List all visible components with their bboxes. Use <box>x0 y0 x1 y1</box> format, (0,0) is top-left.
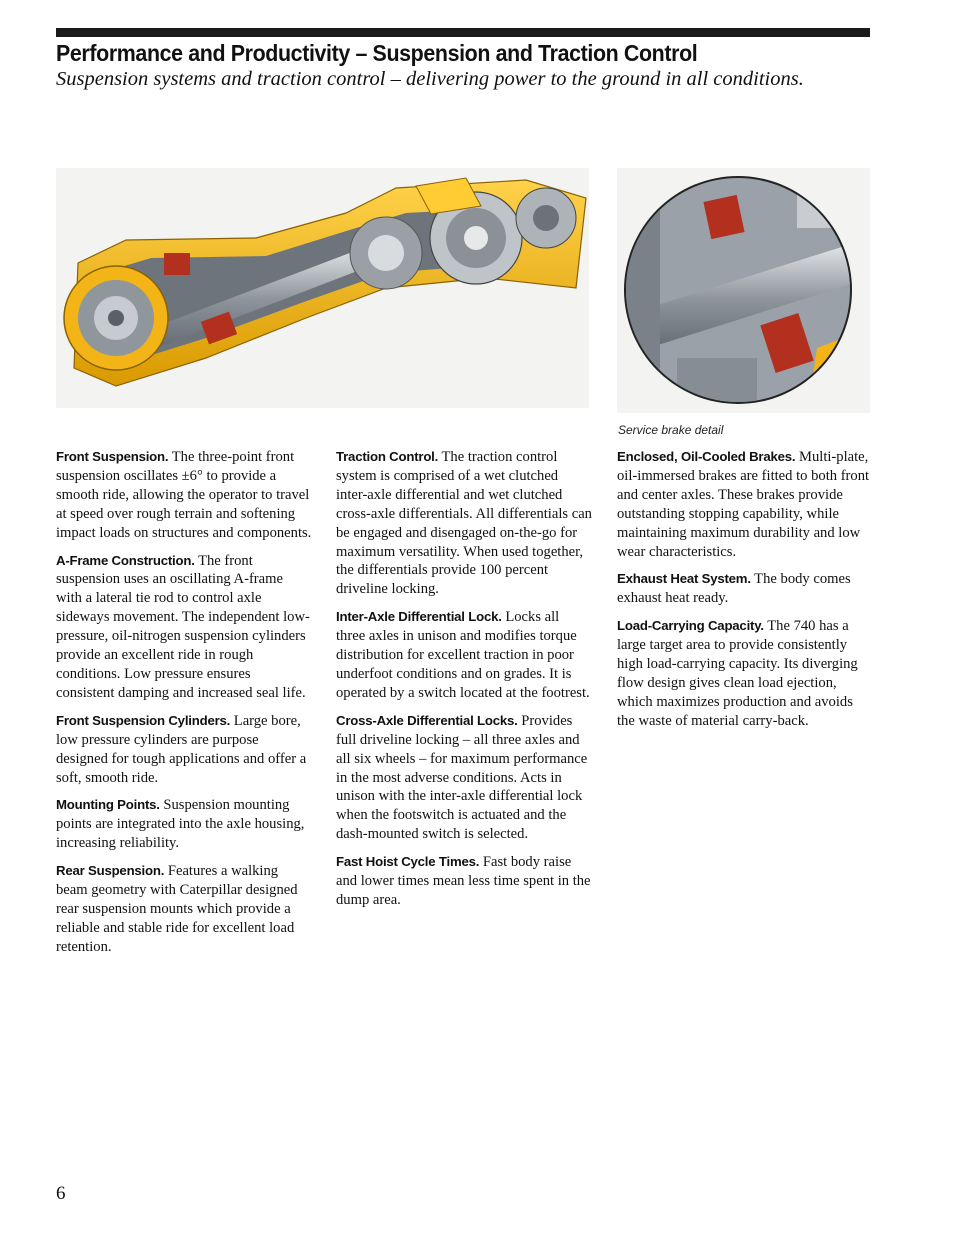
paragraph-oil-cooled-brakes: Enclosed, Oil-Cooled Brakes. Multi-plate, oil-immersed brakes are fitted to both front and center axles. These brakes provide outstanding stopping capability, while maintaining maximum durability and low wear characteristics. <box>617 449 870 560</box>
paragraph-mounting-points: Mounting Points. Suspension mounting points are integrated into the axle housing, increasing reliability. <box>56 797 305 852</box>
page-title: Performance and Productivity – Suspension and Traction Control <box>56 40 698 66</box>
page-subtitle: Suspension systems and traction control – delivering power to the ground in all conditions. <box>56 68 804 90</box>
paragraph-cross-axle-locks: Cross-Axle Differential Locks. Provides full driveline locking – all three axles and all six wheels – for maximum performance in the most adverse conditions. Acts in unison with the inter-axle differential lock when the footswitch is actuated and the dash-mounted switch is selected. <box>336 712 588 843</box>
brake-figure-caption: Service brake detail <box>618 423 724 437</box>
paragraph-exhaust-heat: Exhaust Heat System. The body comes exhaust heat ready. <box>617 571 851 607</box>
text-column-1 <box>56 448 312 966</box>
axle-cutaway-drawing <box>56 168 589 408</box>
paragraph-load-capacity: Load-Carrying Capacity. The 740 has a large target area to provide consistently high load-carrying capacity. Its diverging flow design gives clean load ejection, which maximizes production and avoids the waste of material carry-back. <box>617 618 858 729</box>
page-number: 6 <box>56 1183 66 1204</box>
axle-cutaway-illustration <box>56 168 589 408</box>
paragraph-traction-control: Traction Control. The traction control system is comprised of a wet clutched inter-axle differential and wet clutched cross-axle differentials. All differentials can be engaged and disengaged on-the-go for maximum versatility. When used together, the differentials provide 100 percent driveline locking. <box>336 449 592 598</box>
text-column-3 <box>617 448 873 740</box>
header-rule <box>56 28 870 37</box>
paragraph-a-frame: A-Frame Construction. The front suspension uses an oscillating A-frame with a lateral tie rod to control axle sideways movement. The independent low-pressure, oil-nitrogen suspension cylinders provide an excellent ride in rough conditions. Low pressure ensures consistent damping and increased seal life. <box>56 552 310 701</box>
paragraph-inter-axle-lock: Inter-Axle Differential Lock. Locks all three axles in unison and modifies torque distribution for excellent traction in poor underfoot conditions and on grades. It is operated by a switch located at the footrest. <box>336 609 590 701</box>
brake-detail-drawing <box>617 168 870 413</box>
service-brake-illustration <box>617 168 870 413</box>
paragraph-rear-suspension: Rear Suspension. Features a walking beam geometry with Caterpillar designed rear suspension mounts which provide a reliable and stable ride for excellent load retention. <box>56 863 298 955</box>
paragraph-hoist-cycle: Fast Hoist Cycle Times. Fast body raise and lower times mean less time spent in the dump area. <box>336 854 591 908</box>
paragraph-front-suspension: Front Suspension. The three-point front suspension oscillates ±6° to provide a smooth ride, allowing the operator to travel at speed over rough terrain and softening impact loads on structures and components. <box>56 449 312 541</box>
paragraph-suspension-cylinders: Front Suspension Cylinders. Large bore, low pressure cylinders are purpose designed for tough applications and offer a soft, smooth ride. <box>56 712 307 786</box>
text-column-2 <box>336 448 592 919</box>
